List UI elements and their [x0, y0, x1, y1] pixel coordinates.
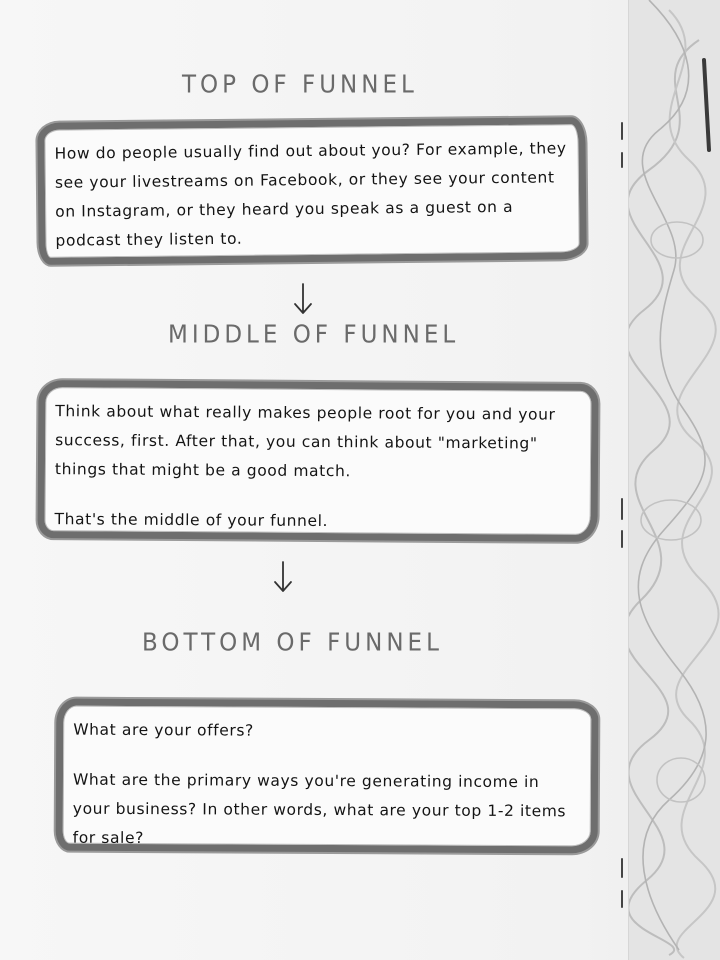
staple-mark	[621, 152, 623, 168]
middle-of-funnel-note: That's the middle of your funnel.	[54, 510, 329, 531]
heading-middle-of-funnel: MIDDLE OF FUNNEL	[168, 320, 460, 350]
staple-mark	[621, 498, 623, 520]
staple-mark	[621, 122, 623, 140]
bottom-of-funnel-text: What are the primary ways you're generating income in your business? In other words, what are your top 1-2 items for sale?	[72, 770, 567, 848]
heading-top-of-funnel: TOP OF FUNNEL	[182, 70, 418, 100]
scribble-page-edge	[628, 0, 720, 960]
middle-of-funnel-text: Think about what really makes people root for you and your success, first. After that, you can think about "marketing" things that might be a good match.	[54, 402, 556, 481]
down-arrow-icon	[292, 282, 314, 316]
bottom-of-funnel-box	[56, 699, 599, 854]
down-arrow-icon	[272, 560, 294, 594]
bottom-of-funnel-question: What are your offers?	[73, 720, 254, 740]
staple-mark	[621, 530, 623, 548]
staple-mark	[621, 858, 623, 878]
middle-of-funnel-box	[37, 380, 598, 542]
heading-bottom-of-funnel: BOTTOM OF FUNNEL	[142, 628, 443, 658]
staple-mark	[621, 890, 623, 908]
top-of-funnel-text: How do people usually find out about you? For example, they see your livestreams on Facebook, or they see your content on Instagram, or they heard you speak as a guest on a podcast they listen to.	[54, 139, 567, 250]
top-of-funnel-box	[37, 117, 586, 265]
